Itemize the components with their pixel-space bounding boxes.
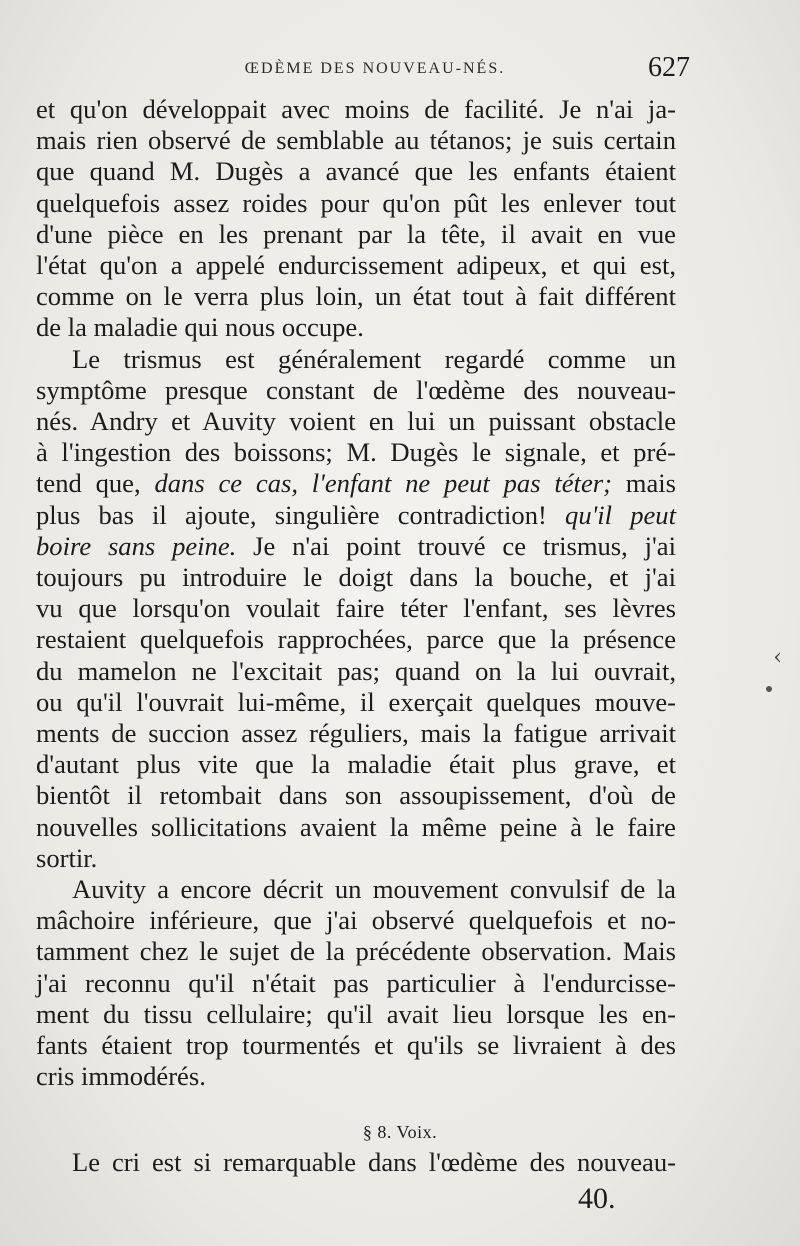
italic-phrase: qu'il peut	[565, 499, 676, 530]
text-line-10: symptôme presque constant de l'œdème des nouveau-	[36, 374, 676, 405]
text-line-30: ment du tissu cellulaire; qu'il avait lieu lorsque les en-	[36, 998, 676, 1029]
margin-dot	[766, 686, 772, 692]
italic-phrase: dans ce cas, l'enfant ne peut pas téter;	[154, 468, 612, 499]
text-line-final: Le cri est si remarquable dans l'œdème des nouveau-	[72, 1147, 676, 1177]
text-line-6: l'état qu'on a appelé endurcissement adipeux, et qui est,	[36, 250, 676, 281]
text-line-9: Le trismus est généralement regardé comme un	[72, 343, 676, 374]
text-line-17: vu que lorsqu'on voulait faire téter l'enfant, ses lèvres	[36, 593, 676, 624]
signature-mark: 40.	[578, 1182, 616, 1215]
text-line-19: du mamelon ne l'excitait pas; quand on la lui ouvrait,	[36, 655, 676, 686]
text-line-12: à l'ingestion des boissons; M. Dugès le signale, et pré-	[36, 437, 676, 468]
text-line-22: d'autant plus vite que la maladie était plus grave, et	[36, 749, 676, 780]
italic-phrase: boire sans peine.	[36, 530, 237, 561]
text-line-26: Auvity a encore décrit un mouvement convulsif de la	[72, 874, 676, 905]
text-line-16: toujours pu introduire le doigt dans la bouche, et j'ai	[36, 562, 676, 593]
text-line-14: plus bas il ajoute, singulière contradiction! qu'il peut	[36, 499, 676, 530]
text-line-25: sortir.	[36, 842, 98, 873]
text-line-7: comme on le verra plus loin, un état tout à fait différent	[36, 281, 676, 312]
text-line-11: nés. Andry et Auvity voient en lui un puissant obstacle	[36, 406, 676, 437]
section-heading: § 8. Voix.	[362, 1122, 438, 1142]
margin-mark: ‹	[773, 645, 782, 670]
text-line-29: j'ai reconnu qu'il n'était pas particulier à l'endurcisse-	[36, 967, 676, 998]
text-line-18: restaient quelquefois rapprochées, parce que la présence	[36, 624, 676, 655]
text-line-15: boire sans peine. Je n'ai point trouvé ce trismus, j'ai	[36, 530, 676, 561]
text-line-3: que quand M. Dugès a avancé que les enfants étaient	[36, 156, 676, 187]
text-line-13: tend que, dans ce cas, l'enfant ne peut pas téter; mais	[36, 468, 676, 499]
text-line-32: cris immodérés.	[36, 1061, 206, 1092]
page-number: 627	[648, 52, 690, 83]
text-line-31: fants étaient trop tourmentés et qu'ils se livraient à des	[36, 1030, 676, 1061]
text-line-21: ments de succion assez réguliers, mais la fatigue arrivait	[36, 718, 676, 749]
text-line-2: mais rien observé de semblable au tétanos; je suis certain	[36, 125, 676, 156]
text-line-28: tamment chez le sujet de la précédente observation. Mais	[36, 936, 676, 967]
text-line-27: mâchoire inférieure, que j'ai observé quelquefois et no-	[36, 905, 676, 936]
text-line-4: quelquefois assez roides pour qu'on pût les enlever tout	[36, 187, 676, 218]
text-line-23: bientôt il retombait dans son assoupissement, d'où de	[36, 780, 676, 811]
page-header	[60, 52, 690, 92]
text-line-24: nouvelles sollicitations avaient la même peine à le faire	[36, 811, 676, 842]
body-text	[36, 94, 676, 1093]
text-line-5: d'une pièce en les prenant par la tête, il avait en vue	[36, 218, 676, 249]
text-line-8: de la maladie qui nous occupe.	[36, 312, 364, 343]
running-head: ŒDÈME DES NOUVEAU-NÉS.	[244, 60, 506, 77]
text-line-20: ou qu'il l'ouvrait lui-même, il exerçait quelques mouve-	[36, 686, 676, 717]
text-line-1: et qu'on développait avec moins de facilité. Je n'ai ja-	[36, 94, 676, 124]
